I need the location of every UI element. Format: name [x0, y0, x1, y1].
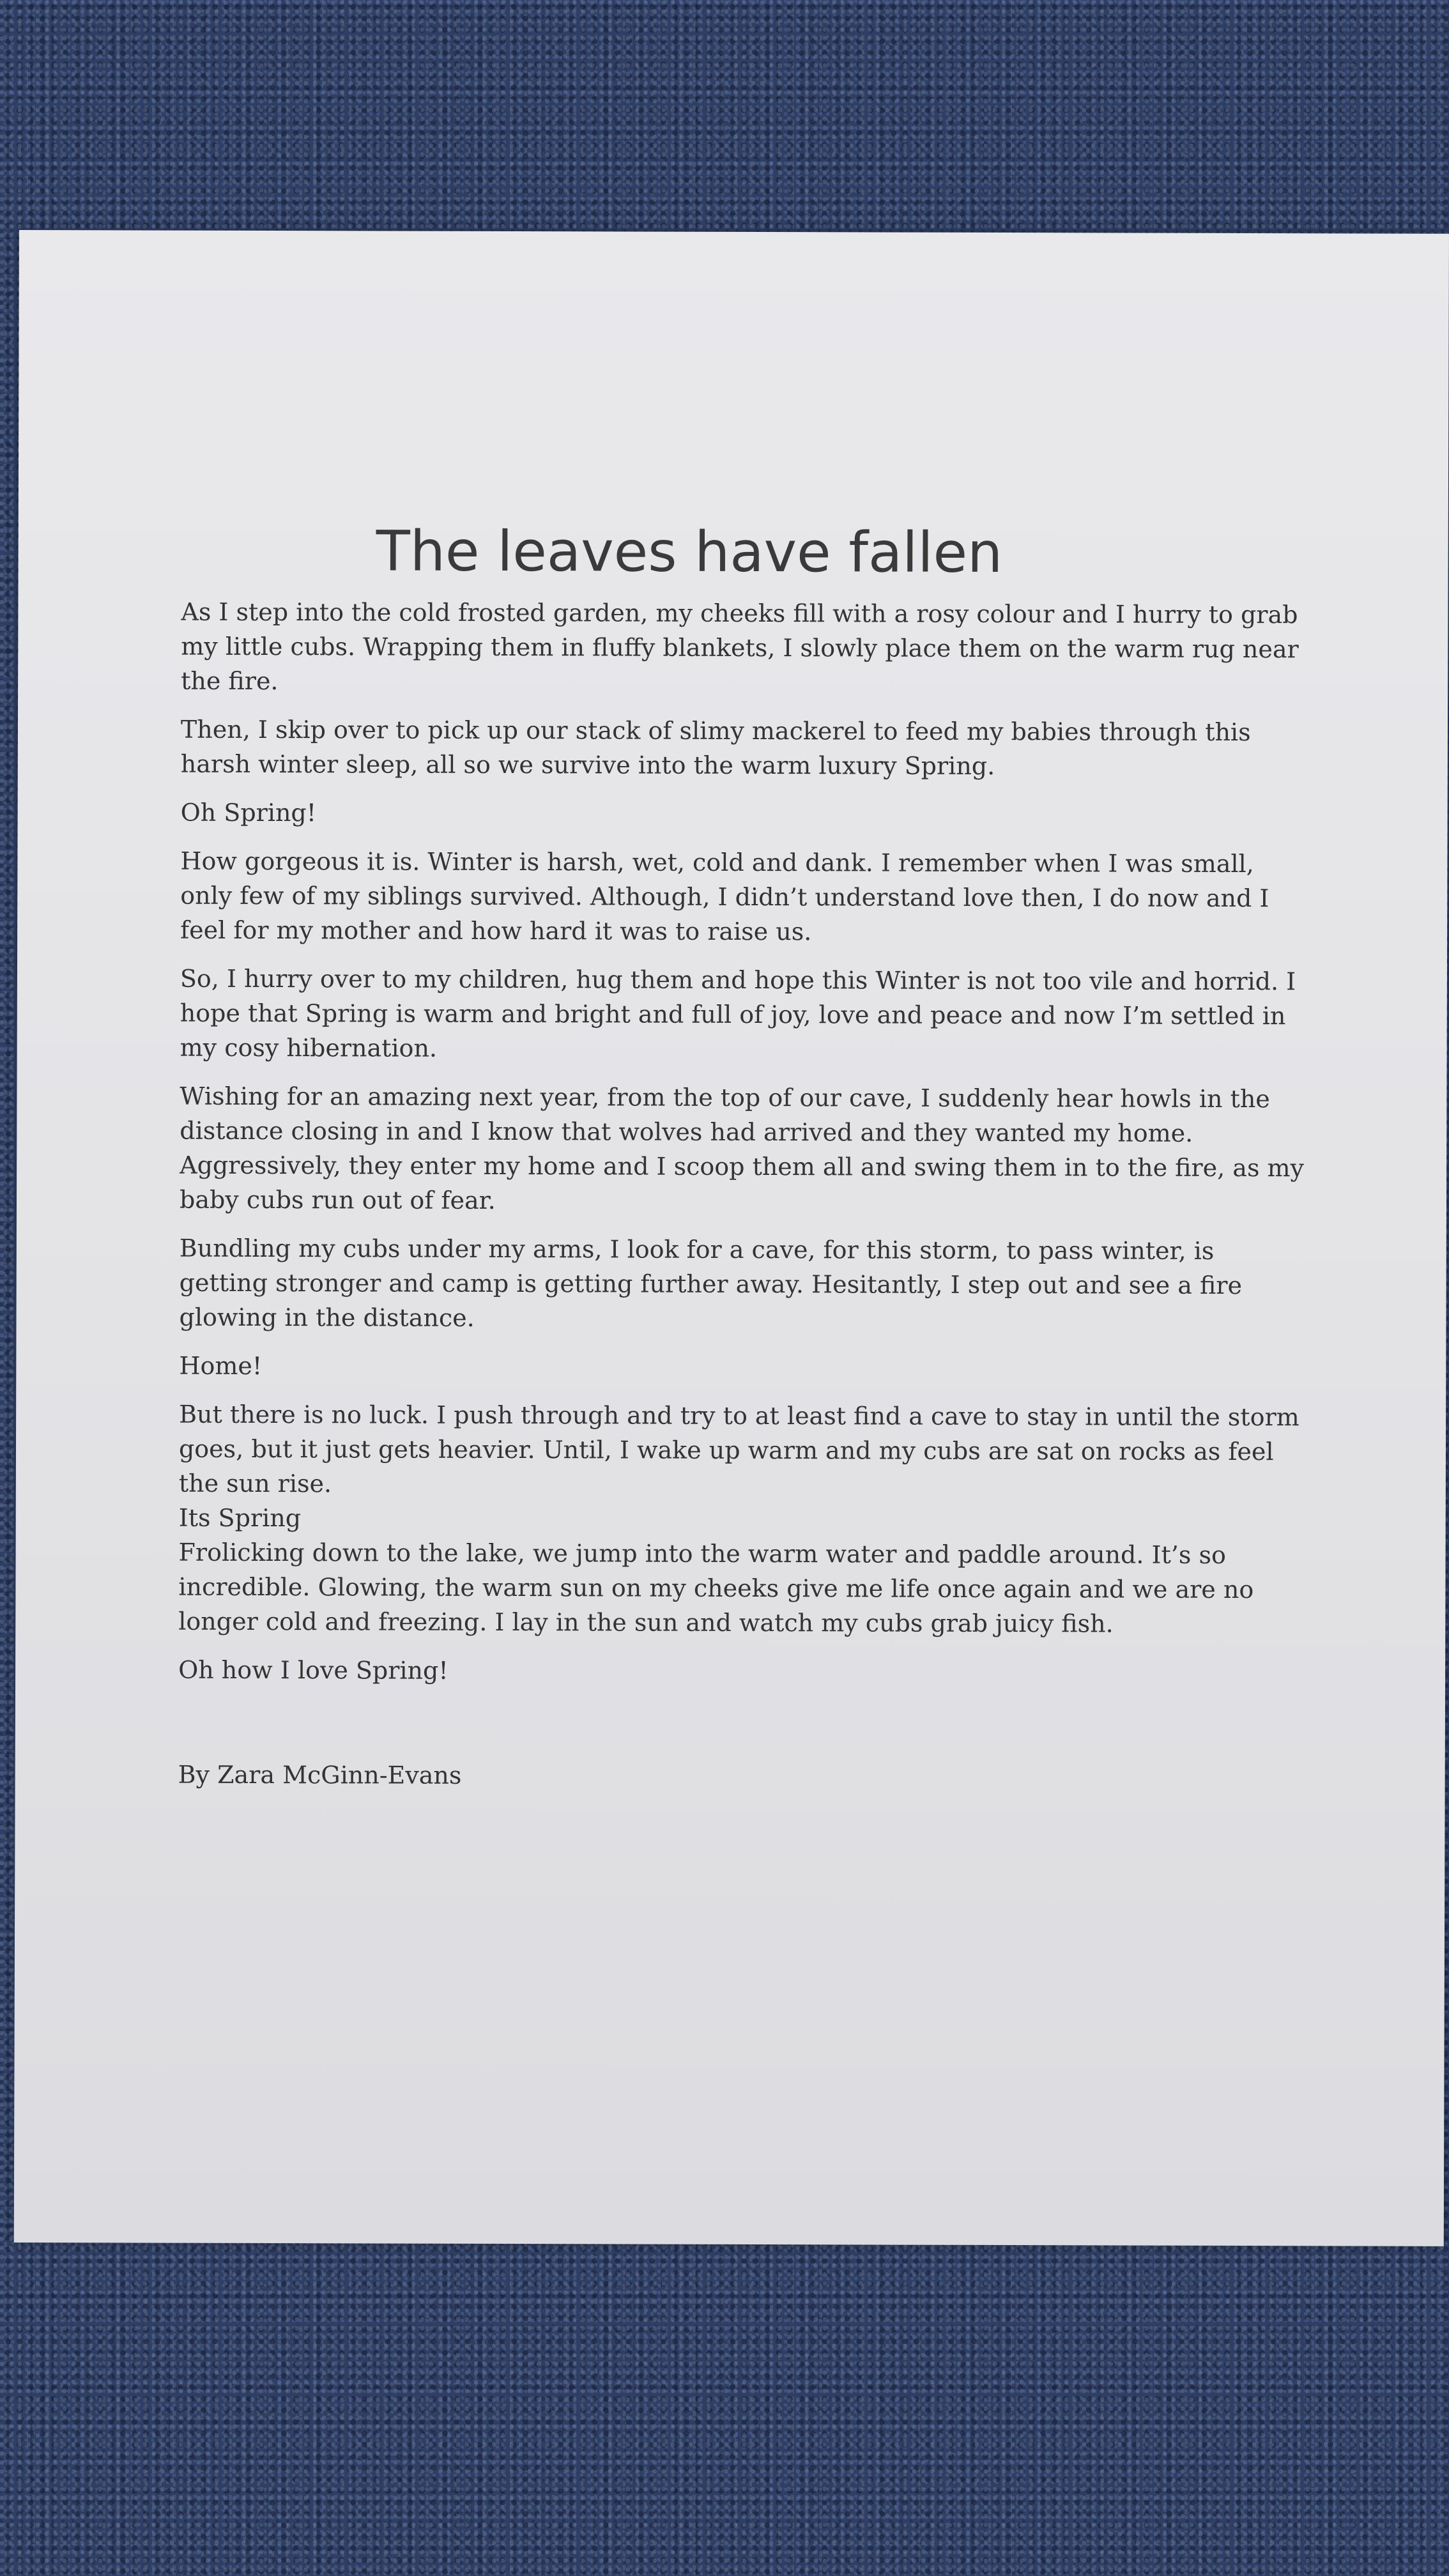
paragraph: Frolicking down to the lake, we jump into the warm water and paddle around. It’s so incredible. Glowing, the warm sun on my cheeks give me life once again and we are no longer cold and freezing. I lay in the sun and watch my cubs grab juicy fish.: [178, 1538, 1254, 1638]
paragraph: So, I hurry over to my children, hug them and hope this Winter is not too vile and horrid. I hope that Spring is warm and bright and full of joy, love and peace and now I’m settled in my cosy hibernation.: [180, 964, 1296, 1062]
paragraph: Bundling my cubs under my arms, I look for a cave, for this storm, to pass winter, is getting stronger and camp is getting further away. Hesitantly, I step out and see a fire glowing in the distance.: [179, 1234, 1243, 1332]
author-byline: By Zara McGinn-Evans: [178, 1760, 462, 1790]
paragraph: Oh how I love Spring!: [178, 1655, 448, 1685]
story-body: [178, 595, 1306, 1705]
paragraph: As I step into the cold frosted garden, my cheeks fill with a rosy colour and I hurry to grab my little cubs. Wrapping them in fluffy blankets, I slowly place them on the warm rug near the fire.: [181, 597, 1299, 696]
paragraph: How gorgeous it is. Winter is harsh, wet, cold and dank. I remember when I was small, only few of my siblings survived. Although, I didn’t understand love then, I do now and I feel for my mother and how hard it was to raise us.: [180, 847, 1269, 946]
paragraph: Then, I skip over to pick up our stack of slimy mackerel to feed my babies through this harsh winter sleep, all so we survive into the warm luxury Spring.: [180, 715, 1251, 781]
paragraph: Oh Spring!: [180, 798, 317, 827]
paragraph: Its Spring: [178, 1503, 302, 1533]
paper-sheet: [14, 230, 1449, 2246]
paragraph: Wishing for an amazing next year, from the top of our cave, I suddenly hear howls in the distance closing in and I know that wolves had arrived and they wanted my home. Aggressively, they enter my home and I scoop them all and swing them in to the fire, as my baby cubs run out of fear.: [179, 1082, 1305, 1215]
paragraph: But there is no luck. I push through and try to at least find a cave to stay in until the storm goes, but it just gets heavier. Until, I wake up warm and my cubs are sat on rocks as feel the sun rise.: [178, 1400, 1300, 1498]
document-title: The leaves have fallen: [376, 518, 1003, 586]
paragraph: Home!: [179, 1351, 263, 1381]
